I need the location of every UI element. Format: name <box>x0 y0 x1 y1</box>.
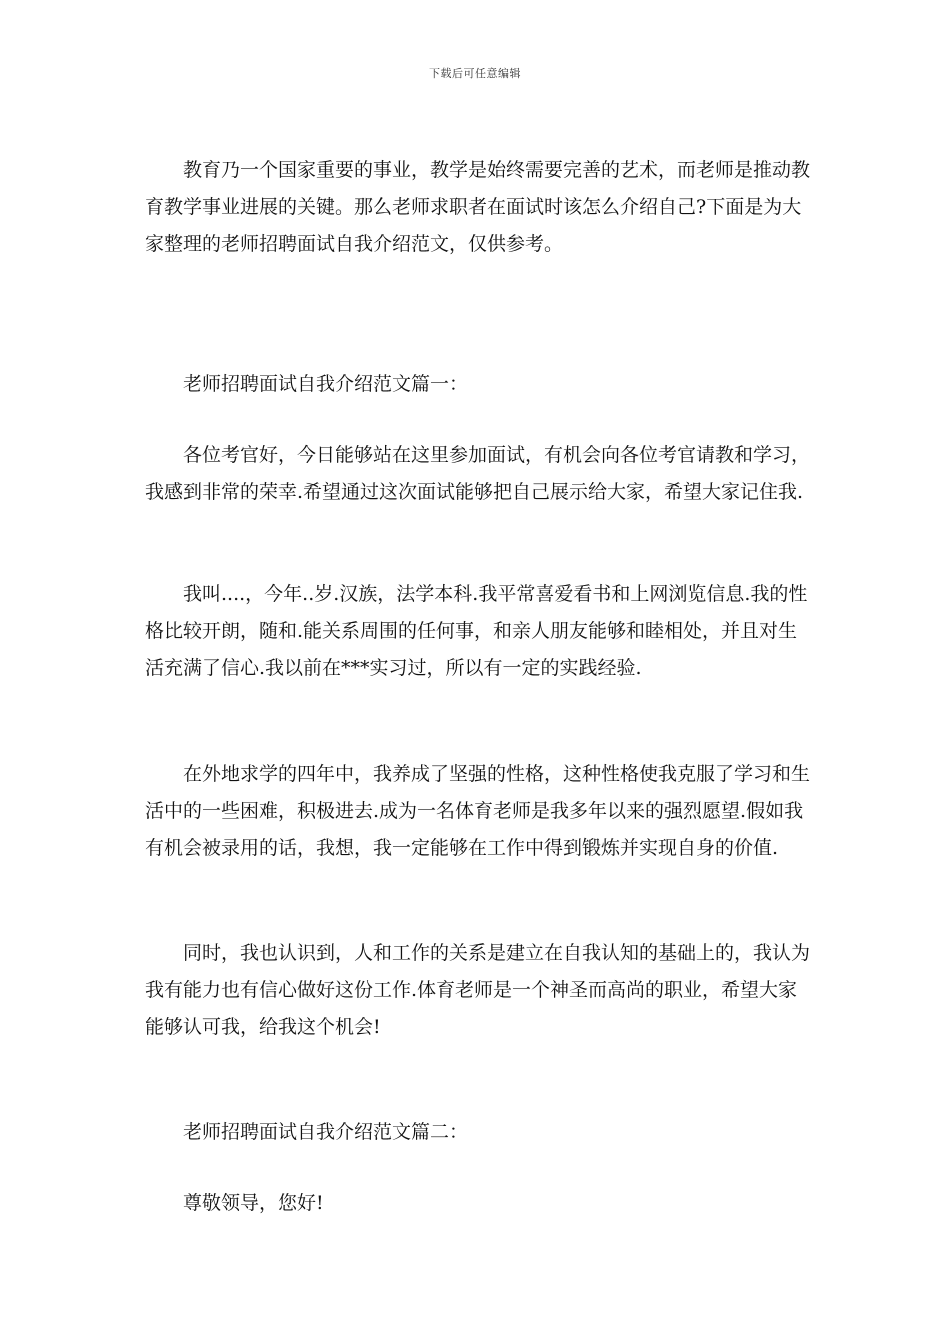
intro-paragraph: 教育乃一个国家重要的事业，教学是始终需要完善的艺术，而老师是推动教育教学事业进展的关键。那么老师求职者在面试时该怎么介绍自己?下面是为大家整理的老师招聘面试自我介绍范文，仅供参考。 <box>145 159 811 255</box>
header-note: 下载后可任意编辑 <box>429 67 521 80</box>
section1-paragraph-4: 同时，我也认识到，人和工作的关系是建立在自我认知的基础上的，我认为我有能力也有信心做好这份工作.体育老师是一个神圣而高尚的职业，希望大家能够认可我，给我这个机会! <box>145 942 811 1038</box>
section1-paragraph-3: 在外地求学的四年中，我养成了坚强的性格，这种性格使我克服了学习和生活中的一些困难，积极进去.成为一名体育老师是我多年以来的强烈愿望.假如我有机会被录用的话，我想，我一定能够在工作中得到锻炼并实现自身的价值. <box>145 763 811 859</box>
section1-paragraph-1: 各位考官好，今日能够站在这里参加面试，有机会向各位考官请教和学习，我感到非常的荣幸.希望通过这次面试能够把自己展示给大家，希望大家记住我. <box>145 444 811 503</box>
section1-heading: 老师招聘面试自我介绍范文篇一： <box>183 373 469 395</box>
section2-paragraph-1: 尊敬领导，您好! <box>183 1192 324 1214</box>
section1-paragraph-2: 我叫....，今年..岁.汉族，法学本科.我平常喜爱看书和上网浏览信息.我的性格比较开朗，随和.能关系周围的任何事，和亲人朋友能够和睦相处，并且对生活充满了信心.我以前在***实习过，所以有一定的实践经验. <box>145 583 808 679</box>
section2-heading: 老师招聘面试自我介绍范文篇二： <box>183 1121 469 1143</box>
